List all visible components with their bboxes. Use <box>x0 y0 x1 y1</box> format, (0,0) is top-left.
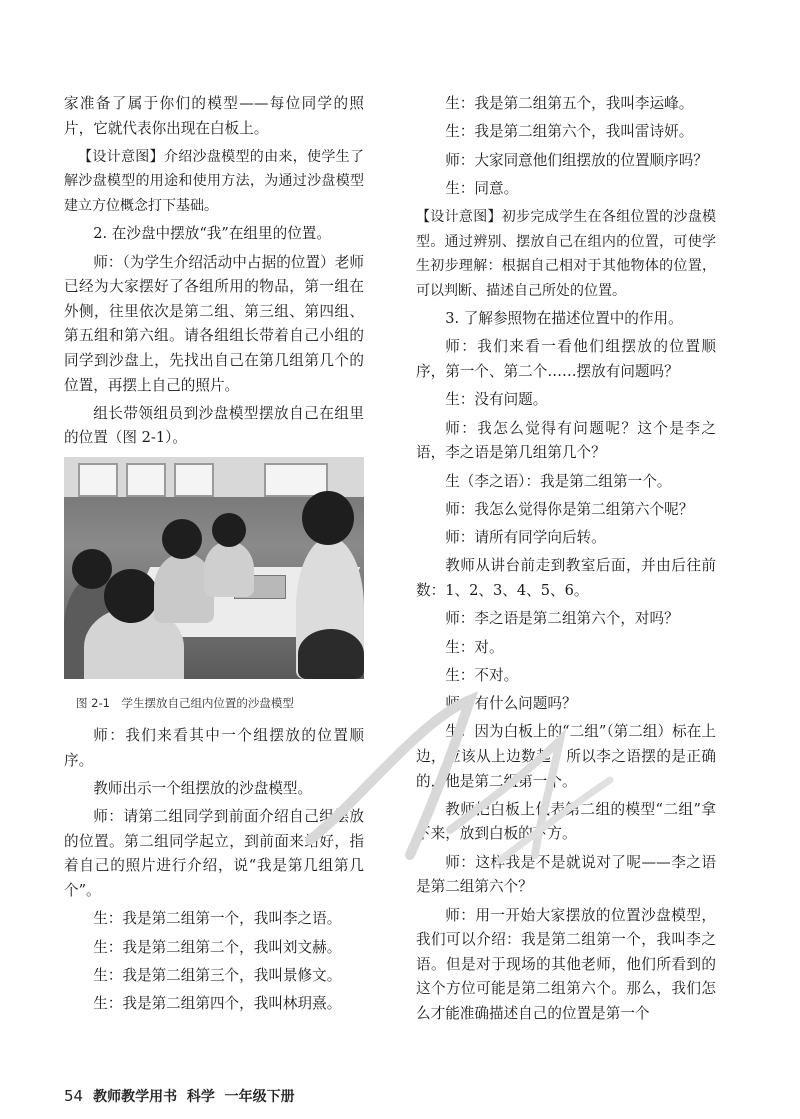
left-top-paragraphs <box>64 92 364 451</box>
left-bottom-paragraphs <box>64 724 364 1017</box>
body-paragraph: 师：用一开始大家摆放的位置沙盘模型，我们可以介绍：我是第二组第一个，我叫李之语。但是对于现场的其他老师，他们所看到的这个方位可能是第二组第六个。那么，我们怎么才能准确描述自己的位置是第一个 <box>416 906 716 1022</box>
book-subject: 科学 <box>186 1089 215 1105</box>
body-paragraph: 师：（为学生介绍活动中占据的位置）老师已经为大家摆好了各组所用的物品，第一组在外侧，往里依次是第二组、第三组、第四组、第五组和第六组。请各组组长带着自己小组的同学到沙盘上，先找出自己在第几组第几个的位置，再摆上自己的照片。 <box>64 253 364 394</box>
body-paragraph: 组长带领组员到沙盘模型摆放自己在组里的位置（图 2-1）。 <box>64 404 364 447</box>
page-number: 54 <box>64 1087 84 1105</box>
photo-window <box>126 463 166 497</box>
body-paragraph: 生：我是第二组第六个，我叫雷诗妍。 <box>445 123 694 141</box>
photo-window <box>174 463 214 497</box>
body-paragraph: 师：我们来看一看他们组摆放的位置顺序，第一个、第二个……摆放有问题吗？ <box>416 338 716 381</box>
body-paragraph: 师：我怎么觉得你是第二组第六个呢？ <box>445 500 694 518</box>
body-paragraph: 生：对。 <box>445 638 504 656</box>
book-grade: 一年级下册 <box>224 1089 295 1105</box>
photo-student-head <box>212 513 246 547</box>
page-footer <box>64 1086 295 1106</box>
body-paragraph: 生：没有问题。 <box>445 391 548 409</box>
body-paragraph: 师：李之语是第二组第六个，对吗？ <box>445 610 679 628</box>
body-paragraph: 生：我是第二组第五个，我叫李运峰。 <box>445 95 694 112</box>
design-intent-paragraph: 【设计意图】介绍沙盘模型的由来，使学生了解沙盘模型的用途和使用方法，为通过沙盘模型建立方位概念打下基础。 <box>64 148 364 215</box>
photo-window <box>78 463 118 497</box>
body-paragraph: 生：我是第二组第四个，我叫林玥熹。 <box>93 995 342 1013</box>
photo-student-shorts <box>298 629 364 679</box>
body-paragraph: 教师把白板上代表第二组的模型“二组”拿下来，放到白板的下方。 <box>416 800 716 843</box>
right-column <box>416 92 716 1030</box>
classroom-photo <box>64 457 364 679</box>
body-paragraph: 师：请第二组同学到前面介绍自己组摆放的位置。第二组同学起立，到前面来站好，指着自己的照片进行介绍，说“我是第几组第几个”。 <box>64 808 364 899</box>
body-paragraph: 2. 在沙盘中摆放“我”在组里的位置。 <box>93 225 331 243</box>
left-column <box>64 92 364 1020</box>
body-paragraph: 生：我是第二组第一个，我叫李之语。 <box>93 910 342 928</box>
photo-student-head <box>104 569 158 623</box>
body-paragraph: 师：我们来看其中一个组摆放的位置顺序。 <box>64 727 364 769</box>
book-title: 教师教学用书 <box>93 1089 178 1105</box>
photo-student-head <box>302 491 354 545</box>
body-paragraph: 师：这样我是不是就说对了呢——李之语是第二组第六个？ <box>416 853 716 896</box>
body-paragraph: 家准备了属于你们的模型——每位同学的照片，它就代表你出现在白板上。 <box>64 95 364 137</box>
design-intent-paragraph: 【设计意图】初步完成学生在各组位置的沙盘模型。通过辨别、摆放自己在组内的位置，可使学生初步理解：根据自己相对于其他物体的位置，可以判断、描述自己所处的位置。 <box>416 209 716 299</box>
body-paragraph: 生：我是第二组第二个，我叫刘文赫。 <box>93 938 342 956</box>
body-paragraph: 师：大家同意他们组摆放的位置顺序吗？ <box>445 151 708 169</box>
body-paragraph: 生：不对。 <box>445 666 519 684</box>
body-paragraph: 生（李之语）：我是第二组第一个。 <box>445 472 672 490</box>
photo-student-head <box>162 519 202 559</box>
body-paragraph: 师：我怎么觉得有问题呢？这个是李之语，李之语是第几组第几个？ <box>416 419 716 462</box>
body-paragraph: 师：请所有同学向后转。 <box>445 529 606 547</box>
right-paragraphs <box>416 92 716 1027</box>
body-paragraph: 生：我是第二组第三个，我叫景修文。 <box>93 966 342 984</box>
body-paragraph: 教师出示一个组摆放的沙盘模型。 <box>93 779 313 797</box>
body-paragraph: 师：有什么问题吗？ <box>445 695 577 713</box>
figure-caption: 图 2-1 学生摆放自己组内位置的沙盘模型 <box>76 696 294 711</box>
body-paragraph: 3. 了解参照物在描述位置中的作用。 <box>445 310 683 328</box>
body-paragraph: 生：因为白板上的“二组”（第二组）标在上边，应该从上边数起，所以李之语摆的是正确的，他是第二组第一个。 <box>416 723 716 790</box>
photo-student <box>204 541 254 597</box>
body-paragraph: 生：同意。 <box>445 179 519 197</box>
body-paragraph: 教师从讲台前走到教室后面，并由后往前数：1、2、3、4、5、6。 <box>416 557 716 599</box>
